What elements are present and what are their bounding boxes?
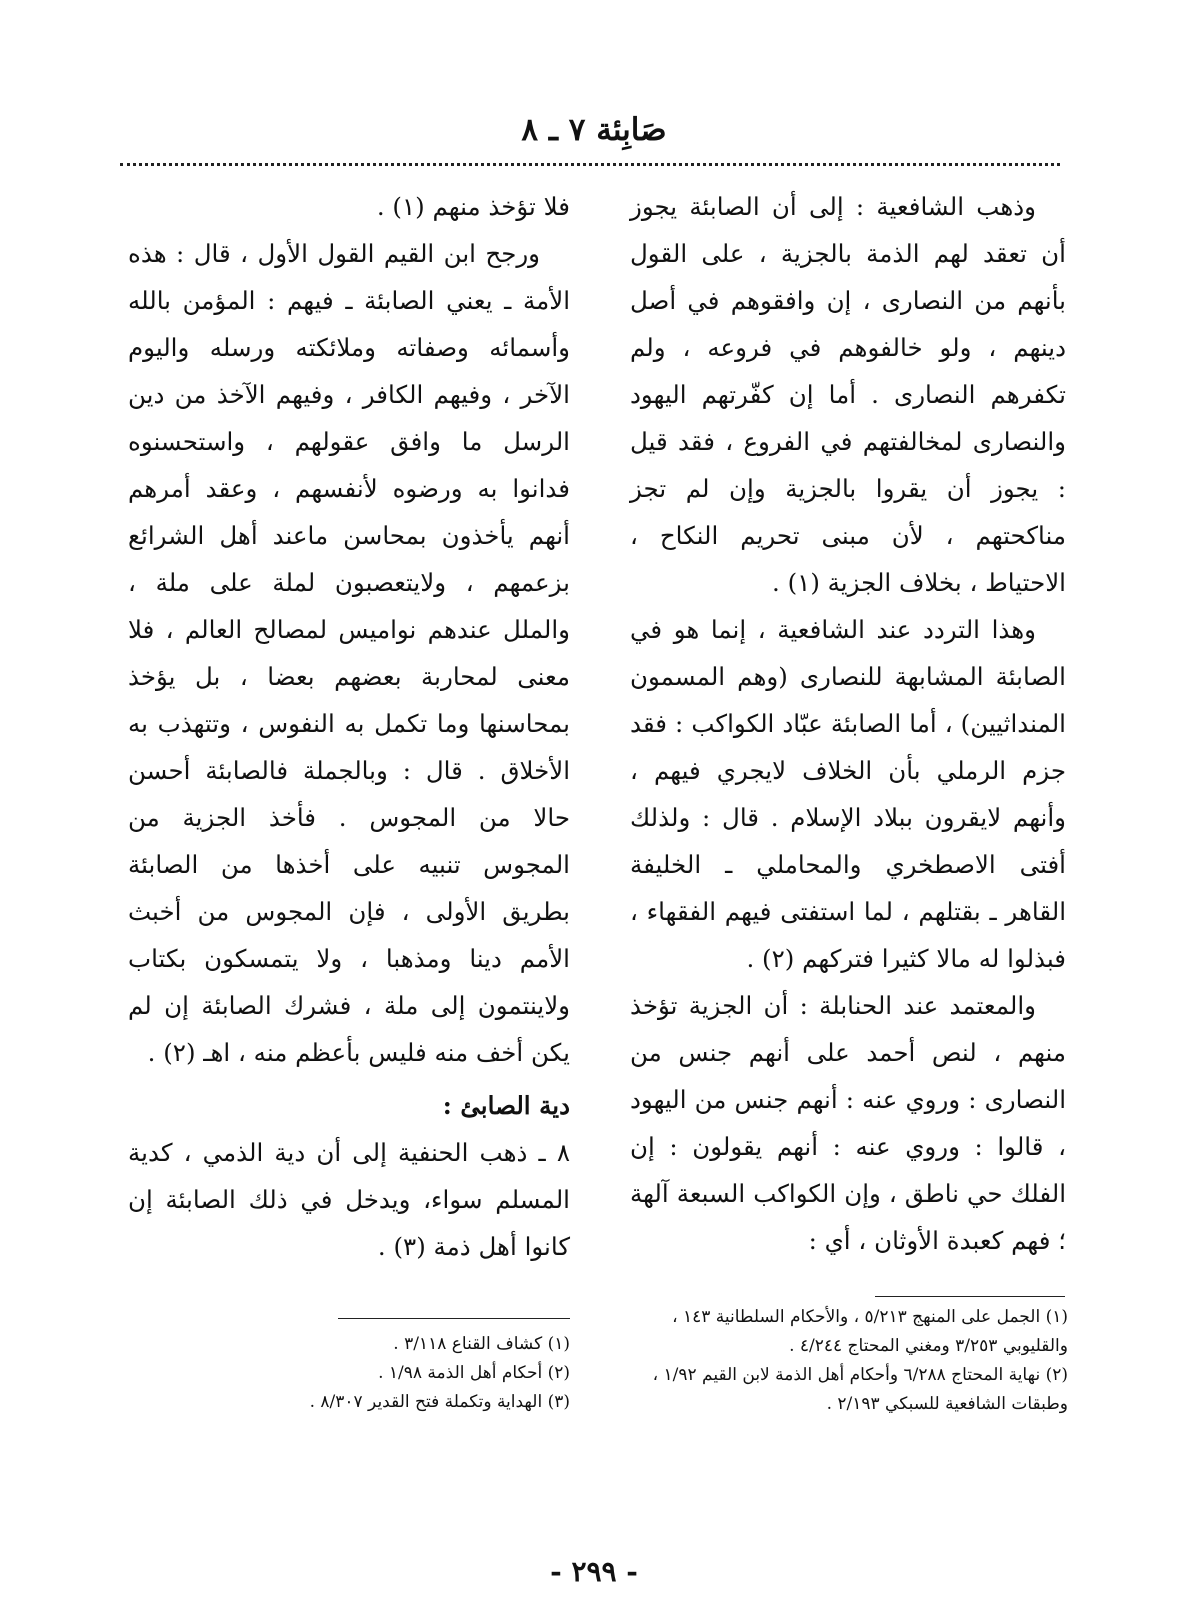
footnote-right-2: (٢) نهاية المحتاج ٦/٢٨٨ وأحكام أهل الذمة لابن القيم ١/٩٢ ، وطبقات الشافعية للسبكي ٢/١٩٣ . bbox=[652, 1365, 1068, 1414]
footnote-left-2: (٢) أحكام أهل الذمة ١/٩٨ . bbox=[378, 1363, 570, 1383]
section-heading: دية الصابئ : bbox=[442, 1091, 570, 1120]
footnote-rule-right bbox=[875, 1296, 1065, 1297]
left-text-column bbox=[128, 183, 570, 1270]
right-text-column bbox=[630, 183, 1066, 1264]
section-paragraph: ٨ ـ ذهب الحنفية إلى أن دية الذمي ، كدية المسلم سواء، ويدخل في ذلك الصابئة إن كانوا أهل ذمة (٣) . bbox=[128, 1138, 570, 1261]
left-paragraph-1: فلا تؤخذ منهم (١) . bbox=[376, 192, 570, 221]
header-dotted-rule bbox=[120, 163, 1060, 166]
right-paragraph-2: وهذا التردد عند الشافعية ، إنما هو في الصابئة المشابهة للنصارى (وهم المسمون المنداثيين) ، أما الصابئة عبّاد الكواكب : فقد جزم الرملي بأن الخلاف لايجري فيهم ، وأنهم لايقرون ببلاد الإسلام . قال : ولذلك أفتى الاصطخري والمحاملي ـ الخليفة القاهر ـ بقتلهم ، لما استفتى فيهم الفقهاء ، فبذلوا له مالا كثيرا فتركهم (٢) . bbox=[630, 615, 1066, 973]
page-number: - ٢٩٩ - bbox=[550, 1555, 638, 1588]
footnote-right-1: (١) الجمل على المنهج ٥/٢١٣ ، والأحكام السلطانية ١٤٣ ، والقليوبي ٣/٢٥٣ ومغني المحتاج ٤/٢٤٤ . bbox=[672, 1307, 1068, 1356]
right-paragraph-1: وذهب الشافعية : إلى أن الصابئة يجوز أن تعقد لهم الذمة بالجزية ، على القول بأنهم من النصارى ، إن وافقوهم في أصل دينهم ، ولو خالفوهم في فروعه ، ولم تكفرهم النصارى . أما إن كفّرتهم اليهود والنصارى لمخالفتهم في الفروع ، فقد قيل : يجوز أن يقروا بالجزية وإن لم تجز مناكحتهم ، لأن مبنى تحريم النكاح ، الاحتياط ، بخلاف الجزية (١) . bbox=[630, 192, 1066, 597]
right-paragraph-3: والمعتمد عند الحنابلة : أن الجزية تؤخذ منهم ، لنص أحمد على أنهم جنس من النصارى : وروي عنه : أنهم جنس من اليهود ، قالوا : وروي عنه : أنهم يقولون : إن الفلك حي ناطق ، وإن الكواكب السبعة آلهة ؛ فهم كعبدة الأوثان ، أي : bbox=[630, 991, 1066, 1255]
footnote-left-3: (٣) الهداية وتكملة فتح القدير ٨/٣٠٧ . bbox=[309, 1392, 570, 1412]
footnote-rule-left bbox=[338, 1318, 570, 1319]
left-paragraph-2: ورجح ابن القيم القول الأول ، قال : هذه الأمة ـ يعني الصابئة ـ فيهم : المؤمن بالله وأسمائه وصفاته وملائكته ورسله واليوم الآخر ، وفيهم الكافر ، وفيهم الآخذ من دين الرسل ما وافق عقولهم ، واستحسنوه فدانوا به ورضوه لأنفسهم ، وعقد أمرهم أنهم يأخذون بمحاسن ماعند أهل الشرائع بزعمهم ، ولايتعصبون لملة على ملة ، والملل عندهم نواميس لمصالح العالم ، فلا معنى لمحاربة بعضهم بعضا ، بل يؤخذ بمحاسنها وما تكمل به النفوس ، وتتهذب به الأخلاق . قال : وبالجملة فالصابئة أحسن حالا من المجوس . فأخذ الجزية من المجوس تنبيه على أخذها من الصابئة بطريق الأولى ، فإن المجوس من أخبث الأمم دينا ومذهبا ، ولا يتمسكون بكتاب ولاينتمون إلى ملة ، فشرك الصابئة إن لم يكن أخف منه فليس بأعظم منه ، اهـ (٢) . bbox=[128, 239, 570, 1067]
page-header-title: صَابِئة ٧ ـ ٨ bbox=[521, 112, 667, 148]
footnotes-left bbox=[200, 1330, 570, 1417]
footnotes-right bbox=[628, 1303, 1068, 1419]
footnote-left-1: (١) كشاف القناع ٣/١١٨ . bbox=[393, 1334, 570, 1354]
